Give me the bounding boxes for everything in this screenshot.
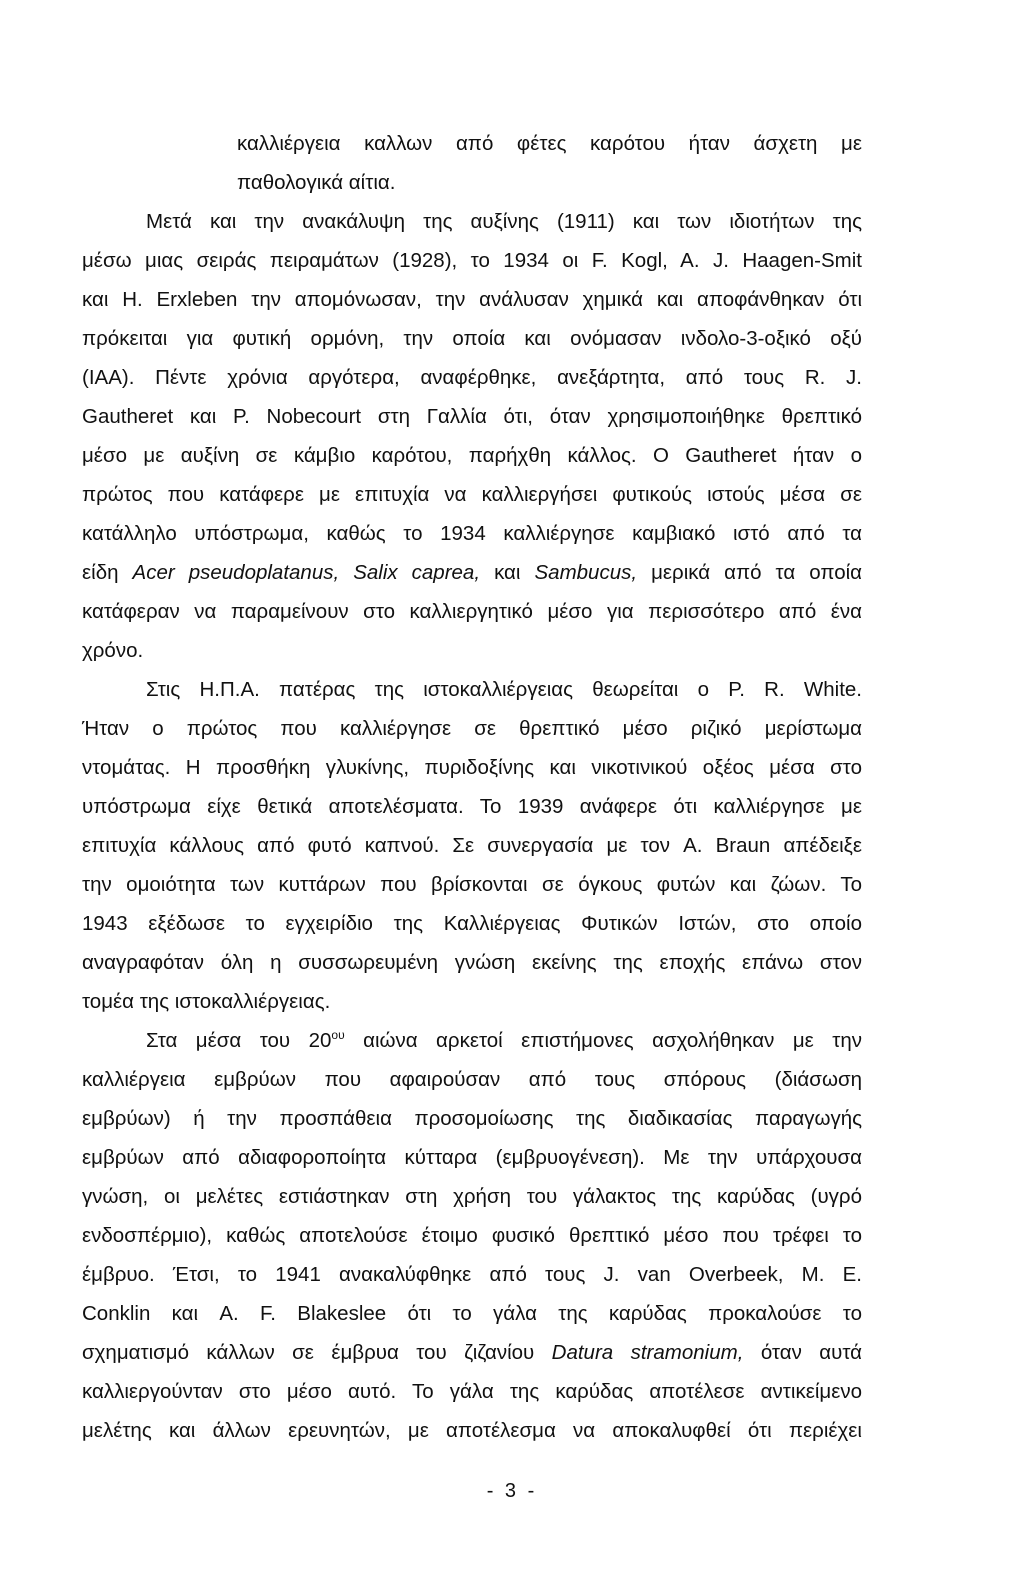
text-line: (IAA). Πέντε χρόνια αργότερα, αναφέρθηκε, ανεξάρτητα, από τους R. J.	[82, 366, 862, 389]
text-line: Conklin και A. F. Blakeslee ότι το γάλα της καρύδας προκαλούσε το	[82, 1302, 862, 1325]
text-line: κατάλληλο υπόστρωμα, καθώς το 1934 καλλιέργησε καμβιακό ιστό από τα	[82, 522, 862, 545]
text-line: Gautheret και P. Nobecourt στη Γαλλία ότι, όταν χρησιμοποιήθηκε θρεπτικό	[82, 405, 862, 428]
text-line: πρόκειται για φυτική ορμόνη, την οποία και ονόμασαν ινδολο-3-οξικό οξύ	[82, 327, 862, 350]
text-segment: σχηματισμό κάλλων σε έμβρυα του ζιζανίου	[82, 1341, 535, 1364]
text-line: κατάφεραν να παραμείνουν στο καλλιεργητικό μέσο για περισσότερο από ένα	[82, 600, 862, 623]
text-segment: αιώνα αρκετοί επιστήμονες ασχολήθηκαν με την	[363, 1029, 862, 1052]
text-line: πρώτος που κατάφερε με επιτυχία να καλλιεργήσει φυτικούς ιστούς μέσα σε	[82, 483, 862, 506]
text-segment: μερικά από τα οποία	[651, 561, 863, 584]
text-line: αναγραφόταν όλη η συσσωρευμένη γνώση εκείνης της εποχής επάνω στον	[82, 951, 862, 974]
text-line: χρόνο.	[82, 639, 144, 662]
species-names: Acer pseudoplatanus, Salix caprea,	[132, 561, 481, 584]
text-line: εμβρύων) ή την προσπάθεια προσομοίωσης της διαδικασίας παραγωγής	[82, 1107, 862, 1130]
text-line: Στις Η.Π.Α. πατέρας της ιστοκαλλιέργειας θεωρείται ο P. R. White.	[146, 678, 862, 701]
text-line: Ήταν ο πρώτος που καλλιέργησε σε θρεπτικό μέσο ριζικό μερίστωμα	[82, 717, 862, 740]
text-line: επιτυχία κάλλους από φυτό καπνού. Σε συνεργασία με τον A. Braun απέδειξε	[82, 834, 862, 857]
text-line: μέσω μιας σειράς πειραμάτων (1928), το 1934 οι F. Kogl, A. J. Haagen-Smit	[82, 249, 862, 272]
text-line: ντομάτας. Η προσθήκη γλυκίνης, πυριδοξίνης και νικοτινικού οξέος μέσα στο	[82, 756, 862, 779]
text-line: μελέτης και άλλων ερευνητών, με αποτέλεσμα να αποκαλυφθεί ότι περιέχει	[82, 1419, 862, 1442]
text-line: καλλιέργεια εμβρύων που αφαιρούσαν από τους σπόρους (διάσωση	[82, 1068, 862, 1091]
text-line: υπόστρωμα είχε θετικά αποτελέσματα. Το 1939 ανάφερε ότι καλλιέργησε με	[82, 795, 862, 818]
text-line: έμβρυο. Έτσι, το 1941 ανακαλύφθηκε από τους J. van Overbeek, M. E.	[82, 1263, 862, 1286]
text-line	[82, 1341, 862, 1365]
ordinal-superscript: ου	[331, 1028, 345, 1042]
text-line: τομέα της ιστοκαλλιέργειας.	[82, 990, 331, 1013]
text-line	[82, 561, 862, 585]
text-line: μέσο με αυξίνη σε κάμβιο καρότου, παρήχθη κάλλος. Ο Gautheret ήταν ο	[82, 444, 862, 467]
species-name: Datura stramonium,	[551, 1341, 744, 1364]
text-line: καλλιέργεια καλλων από φέτες καρότου ήταν άσχετη με	[237, 132, 862, 155]
text-line: καλλιεργούνταν στο μέσο αυτό. Το γάλα της καρύδας αποτέλεσε αντικείμενο	[82, 1380, 862, 1403]
text-line: Μετά και την ανακάλυψη της αυξίνης (1911) και των ιδιοτήτων της	[146, 210, 862, 233]
text-line: γνώση, οι μελέτες εστιάστηκαν στη χρήση του γάλακτος της καρύδας (υγρό	[82, 1185, 862, 1208]
text-segment: Στα μέσα του 20	[146, 1029, 332, 1052]
species-name: Sambucus,	[534, 561, 638, 584]
text-line	[146, 1029, 862, 1053]
text-line: και H. Erxleben την απομόνωσαν, την ανάλυσαν χημικά και αποφάνθηκαν ότι	[82, 288, 862, 311]
text-line: ενδοσπέρμιο), καθώς αποτελούσε έτοιμο φυσικό θρεπτικό μέσο που τρέφει το	[82, 1224, 862, 1247]
text-segment: είδη	[82, 561, 119, 584]
text-segment: και	[494, 561, 521, 584]
text-line: την ομοιότητα των κυττάρων που βρίσκονται σε όγκους φυτών και ζώων. Το	[82, 873, 862, 896]
text-line: εμβρύων από αδιαφοροποίητα κύτταρα (εμβρυογένεση). Με την υπάρχουσα	[82, 1146, 862, 1169]
text-line: 1943 εξέδωσε το εγχειρίδιο της Καλλιέργειας Φυτικών Ιστών, στο οποίο	[82, 912, 862, 935]
page-number: - 3 -	[486, 1480, 538, 1502]
text-segment: όταν αυτά	[760, 1341, 862, 1364]
text-line: παθολογικά αίτια.	[237, 171, 396, 194]
